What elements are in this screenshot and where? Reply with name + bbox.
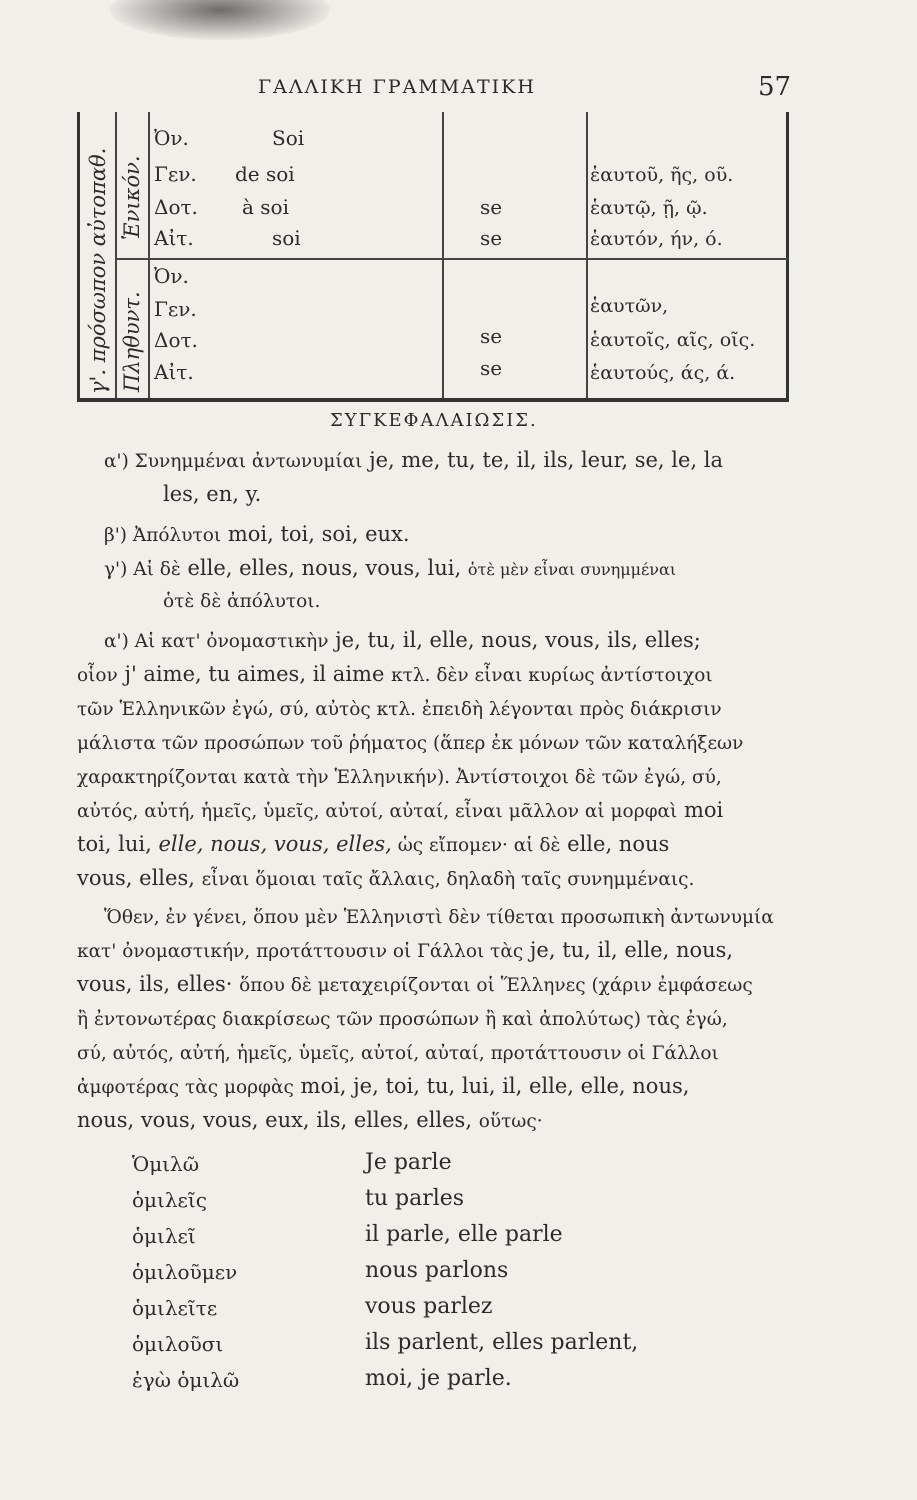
french-form: à soi xyxy=(242,195,289,219)
greek-form: ἑαυτῶν, xyxy=(590,295,669,317)
greek-form: ἑαυτοῖς, αῖς, οῖς. xyxy=(590,329,756,351)
greek-verb: Ὁμιλῶ xyxy=(132,1152,200,1176)
summary-heading: ΣΥΓΚΕΦΑΛΑΙΩΣΙΣ. xyxy=(330,410,538,431)
text-line: les, en, y. xyxy=(163,482,262,506)
greek-form: ἑαυτῷ, ῇ, ῷ. xyxy=(590,197,708,219)
greek-verb: ὁμιλοῦμεν xyxy=(132,1260,238,1284)
case-label: Γεν. xyxy=(154,297,197,321)
text-line: μάλιστα τῶν προσώπων τοῦ ῥήματος (ἅπερ ἐκ μόνων τῶν καταλήξεων xyxy=(77,733,744,754)
table-rule xyxy=(115,258,789,260)
table-divider xyxy=(115,112,117,398)
greek-verb: ὁμιλεῖς xyxy=(132,1188,207,1212)
page-smudge xyxy=(110,0,330,40)
greek-verb: ὁμιλεῖ xyxy=(132,1224,196,1248)
french-verb: ils parlent, elles parlent, xyxy=(365,1330,639,1355)
case-label: Αἰτ. xyxy=(154,226,194,250)
text-line: γ') Αἱ δὲ elle, elles, nous, vous, lui, ὁτὲ μὲν εἶναι συνημμέναι xyxy=(104,556,677,580)
text-line: τῶν Ἑλληνικῶν ἐγώ, σύ, αὐτὸς κτλ. ἐπειδὴ λέγονται πρὸς διάκρισιν xyxy=(77,699,722,720)
text-line: α') Αἱ κατ' ὀνομαστικὴν je, tu, il, elle, nous, vous, ils, elles; xyxy=(104,628,701,652)
se-form: se xyxy=(480,356,503,380)
text-line: α') Συνημμέναι ἀντωνυμίαι je, me, tu, te, il, ils, leur, se, le, la xyxy=(104,448,723,472)
se-form: se xyxy=(480,195,503,219)
french-verb: vous parlez xyxy=(365,1294,493,1319)
case-label: Δοτ. xyxy=(154,195,198,219)
greek-form: ἑαυτούς, άς, ά. xyxy=(590,362,736,384)
text-line: σύ, αὐτός, αὐτή, ἡμεῖς, ὑμεῖς, αὐτοί, αὐταί, προτάττουσιν οἱ Γάλλοι xyxy=(77,1043,719,1064)
table-side-label-singular: Ἑνικόν. xyxy=(120,155,144,240)
page-number: 57 xyxy=(758,72,792,102)
french-verb: Je parle xyxy=(365,1150,452,1175)
running-title: ΓΑΛΛΙΚΗ ΓΡΑΜΜΑΤΙΚΗ xyxy=(258,76,536,98)
case-label: Γεν. xyxy=(154,162,197,186)
text-line: β') Ἀπόλυτοι moi, toi, soi, eux. xyxy=(104,522,410,546)
text-line: toi, lui, elle, nous, vous, elles, ὡς εἴπομεν· αἱ δὲ elle, nous xyxy=(77,832,670,856)
french-form: soi xyxy=(272,226,301,250)
case-label: Ὀν. xyxy=(154,264,189,288)
text-line: αὐτός, αὐτή, ἡμεῖς, ὑμεῖς, αὐτοί, αὐταί, εἶναι μᾶλλον αἱ μορφαὶ moi xyxy=(77,798,724,822)
pronoun-table xyxy=(77,112,789,402)
text-line: ὁτὲ δὲ ἀπόλυτοι. xyxy=(163,591,321,612)
text-line: ἀμφοτέρας τὰς μορφὰς moi, je, toi, tu, lui, il, elle, elle, nous, xyxy=(77,1074,690,1098)
table-side-label-person: γ'. πρόσωπον αὐτοπαθ. xyxy=(86,147,110,394)
french-form: de soi xyxy=(235,162,295,186)
french-verb: tu parles xyxy=(365,1186,465,1211)
case-label: Δοτ. xyxy=(154,328,198,352)
se-form: se xyxy=(480,324,503,348)
text-line: οἷον j' aime, tu aimes, il aime κτλ. δὲν εἶναι κυρίως ἀντίστοιχοι xyxy=(77,662,713,686)
text-line: Ὅθεν, ἐν γένει, ὅπου μὲν Ἑλληνιστὶ δὲν τίθεται προσωπικὴ ἀντωνυμία xyxy=(104,907,774,928)
greek-form: ἑαυτόν, ήν, ό. xyxy=(590,228,723,250)
text-line: nous, vous, vous, eux, ils, elles, elles, οὕτως· xyxy=(77,1108,543,1132)
greek-form: ἑαυτοῦ, ῆς, οῦ. xyxy=(590,164,734,186)
text-line: vous, ils, elles· ὅπου δὲ μεταχειρίζονται οἱ Ἕλληνες (χάριν ἐμφάσεως xyxy=(77,972,753,996)
greek-verb: ὁμιλεῖτε xyxy=(132,1296,218,1320)
table-divider xyxy=(442,112,444,398)
table-side-label-plural: Πληθυντ. xyxy=(120,291,144,392)
greek-verb: ὁμιλοῦσι xyxy=(132,1332,224,1356)
se-form: se xyxy=(480,226,503,250)
french-verb: moi, je parle. xyxy=(365,1366,512,1391)
text-line: ἢ ἐντονωτέρας διακρίσεως τῶν προσώπων ἢ καὶ ἀπολύτως) τὰς ἐγώ, xyxy=(77,1009,728,1030)
table-divider xyxy=(148,112,150,398)
text-line: χαρακτηρίζονται κατὰ τὴν Ἑλληνικήν). Ἀντίστοιχοι δὲ τῶν ἐγώ, σύ, xyxy=(77,767,722,788)
case-label: Αἰτ. xyxy=(154,360,194,384)
greek-verb: ἐγὼ ὁμιλῶ xyxy=(132,1368,240,1392)
french-verb: nous parlons xyxy=(365,1258,509,1283)
table-divider xyxy=(586,112,588,398)
french-verb: il parle, elle parle xyxy=(365,1222,563,1247)
french-form: Soi xyxy=(272,126,305,150)
text-line: vous, elles, εἶναι ὅμοιαι ταῖς ἄλλαις, δηλαδὴ ταῖς συνημμέναις. xyxy=(77,866,695,890)
text-line: κατ' ὀνομαστικήν, προτάττουσιν οἱ Γάλλοι τὰς je, tu, il, elle, nous, xyxy=(77,938,734,962)
case-label: Ὀν. xyxy=(154,126,189,150)
